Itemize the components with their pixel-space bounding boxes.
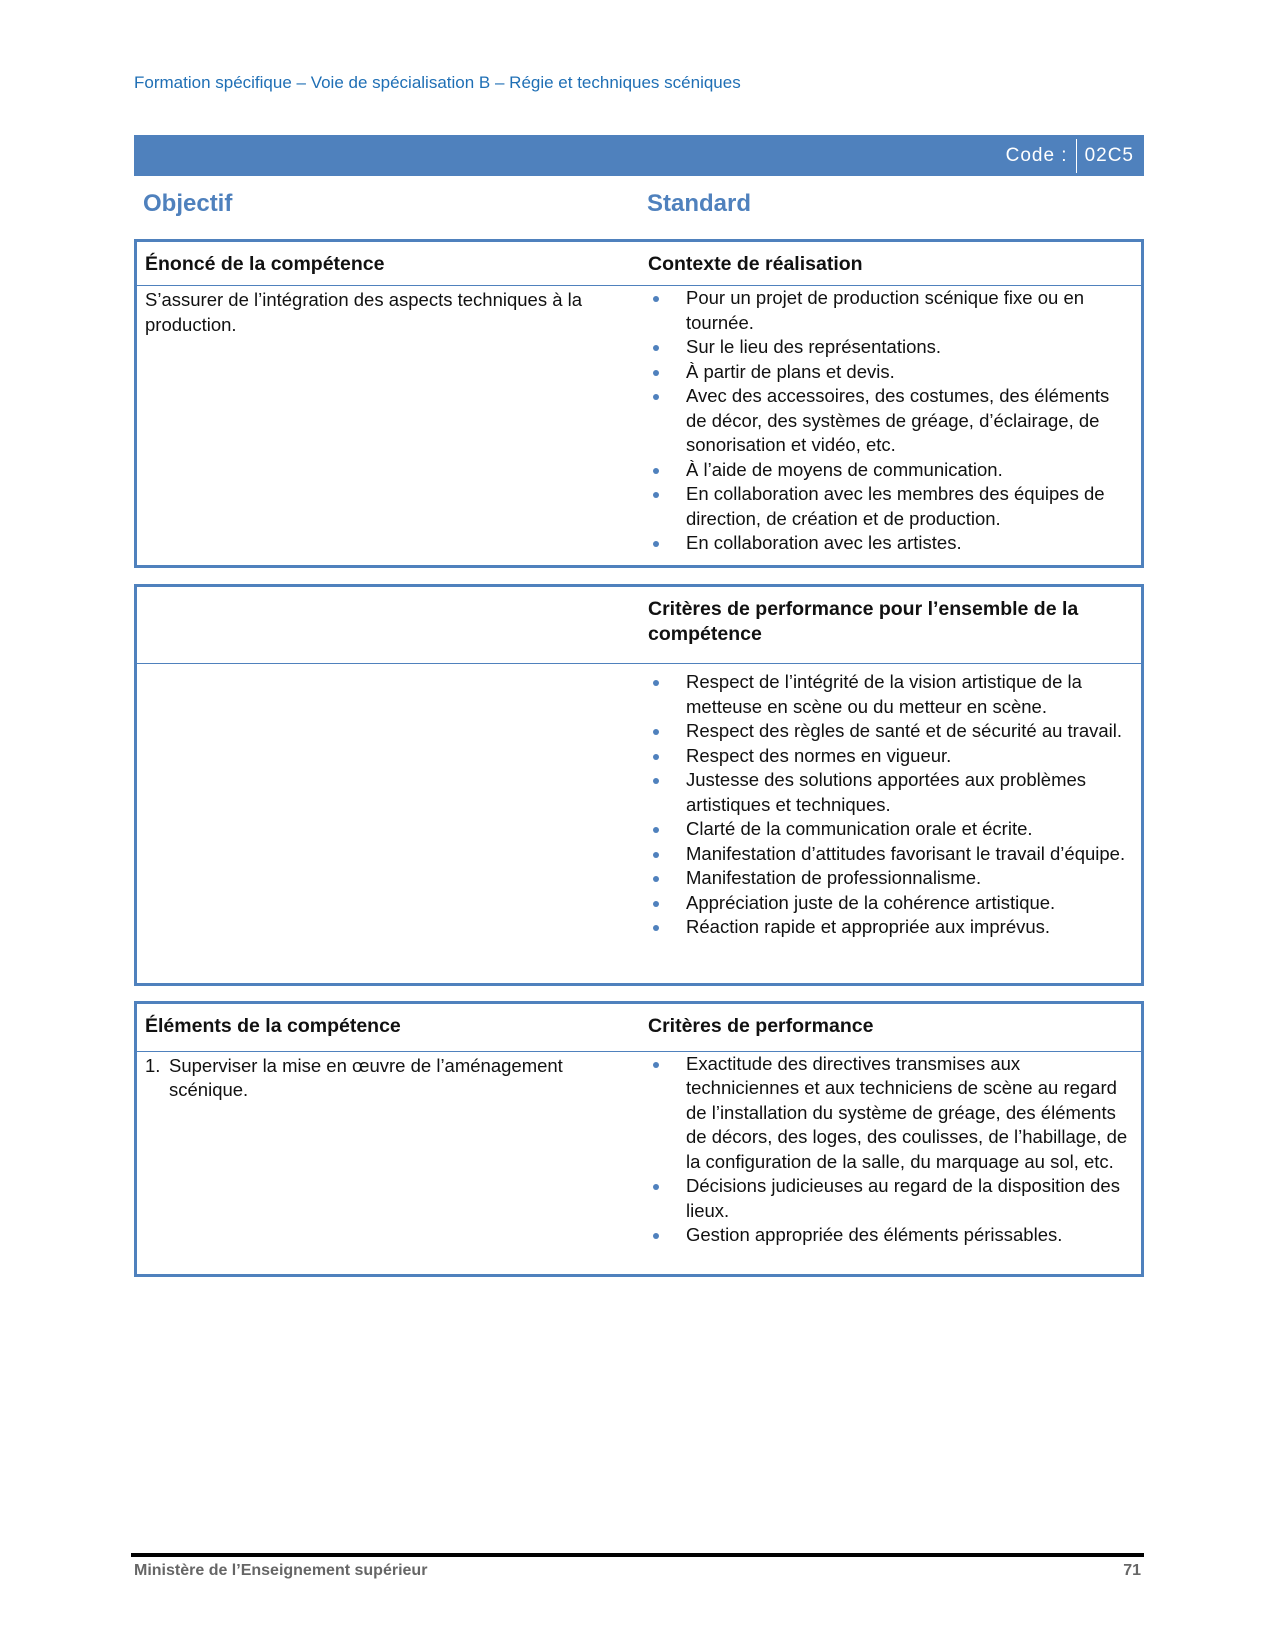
table-enonce-contexte xyxy=(134,239,1144,568)
code xyxy=(1006,135,1134,176)
criteres-ensemble-header: Critères de performance pour l’ensemble de la compétence xyxy=(640,586,1143,664)
code-bar xyxy=(134,135,1144,176)
list-item: Respect des règles de santé et de sécurité au travail. xyxy=(648,719,1133,744)
list-item: Gestion appropriée des éléments périssables. xyxy=(648,1223,1133,1248)
objectif-heading: Objectif xyxy=(143,190,233,217)
criteres-list xyxy=(648,1052,1133,1248)
enonce-text: S’assurer de l’intégration des aspects techniques à la production. xyxy=(145,289,583,335)
elements-header: Éléments de la compétence xyxy=(136,1003,641,1052)
contexte-header: Contexte de réalisation xyxy=(640,241,1143,286)
list-item: Exactitude des directives transmises aux techniciennes et aux techniciens de scène au regard de l’installation du système de gréage, des éléments de décors, des loges, des coulisses, de l’habillage, de la configuration de la salle, du marquage au sol, etc. xyxy=(648,1052,1133,1175)
list-item: Respect de l’intégrité de la vision artistique de la metteuse en scène ou du metteur en scène. xyxy=(648,670,1133,719)
standard-heading: Standard xyxy=(647,190,752,217)
list-item: Manifestation d’attitudes favorisant le travail d’équipe. xyxy=(648,842,1133,867)
list-item: À partir de plans et devis. xyxy=(648,360,1133,385)
empty-header xyxy=(136,586,641,664)
list-item: En collaboration avec les membres des équipes de direction, de création et de production. xyxy=(648,482,1133,531)
criteres-header: Critères de performance xyxy=(640,1003,1143,1052)
list-item: Avec des accessoires, des costumes, des éléments de décor, des systèmes de gréage, d’éclairage, de sonorisation et vidéo, etc. xyxy=(648,384,1133,458)
running-header: Formation spécifique – Voie de spécialisation B – Régie et techniques scéniques xyxy=(134,73,741,92)
contexte-list xyxy=(648,286,1133,556)
table-elements-criteres xyxy=(134,1001,1144,1277)
list-item: À l’aide de moyens de communication. xyxy=(648,458,1133,483)
list-item: Pour un projet de production scénique fixe ou en tournée. xyxy=(648,286,1133,335)
list-item: En collaboration avec les artistes. xyxy=(648,531,1133,556)
list-item: Appréciation juste de la cohérence artistique. xyxy=(648,891,1133,916)
table-criteres-ensemble xyxy=(134,584,1144,986)
footer-rule xyxy=(131,1553,1144,1557)
element-text: Superviser la mise en œuvre de l’aménagement scénique. xyxy=(169,1054,563,1101)
list-item: Justesse des solutions apportées aux problèmes artistiques et techniques. xyxy=(648,768,1133,817)
code-label: Code : xyxy=(1005,144,1068,166)
page-number: 71 xyxy=(1123,1562,1141,1579)
criteres-ensemble-list xyxy=(648,670,1133,940)
list-item: Réaction rapide et appropriée aux imprévus. xyxy=(648,915,1133,940)
enonce-header: Énoncé de la compétence xyxy=(136,241,641,286)
element-number: 1. xyxy=(145,1054,161,1076)
list-item: Respect des normes en vigueur. xyxy=(648,744,1133,769)
list-item: Sur le lieu des représentations. xyxy=(648,335,1133,360)
list-item: Manifestation de professionnalisme. xyxy=(648,866,1133,891)
code-value: 02C5 xyxy=(1084,144,1134,166)
empty-cell xyxy=(136,664,641,985)
list-item: Décisions judicieuses au regard de la disposition des lieux. xyxy=(648,1174,1133,1223)
code-divider xyxy=(1076,139,1077,173)
footer-ministry: Ministère de l’Enseignement supérieur xyxy=(134,1562,428,1579)
element-item xyxy=(145,1054,632,1103)
list-item: Clarté de la communication orale et écrite. xyxy=(648,817,1133,842)
